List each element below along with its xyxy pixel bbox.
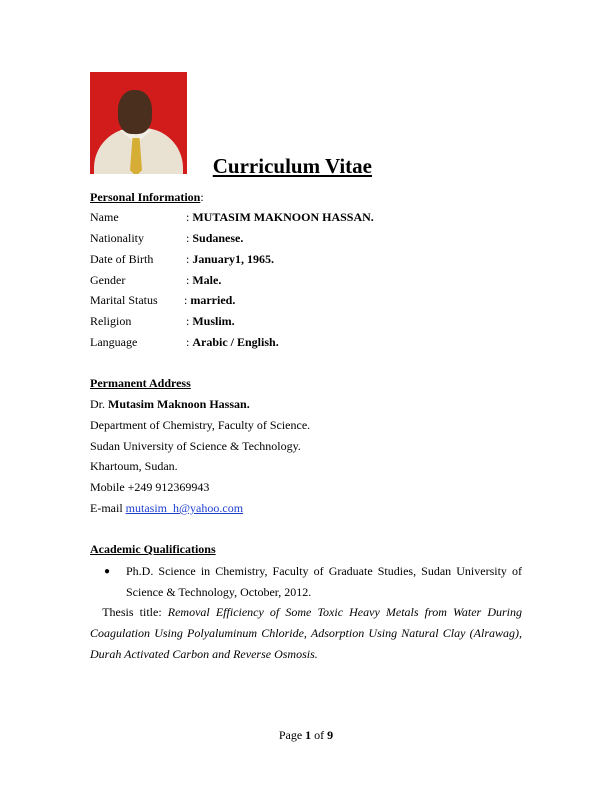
personal-value-wrap: : married. <box>184 293 236 307</box>
personal-label: Nationality <box>90 231 144 245</box>
thesis-block <box>90 602 522 665</box>
personal-value-wrap: : Male. <box>186 273 222 287</box>
footer-current-page: 1 <box>305 728 312 742</box>
personal-value-wrap: : Arabic / English. <box>186 335 279 349</box>
personal-value: Male. <box>192 273 222 287</box>
address-name-line <box>90 397 250 412</box>
email-line <box>90 501 243 516</box>
personal-value-wrap: : MUTASIM MAKNOON HASSAN. <box>186 210 374 224</box>
personal-label: Marital Status <box>90 293 158 307</box>
address-name: Mutasim Maknoon Hassan. <box>108 397 250 411</box>
personal-value-wrap: : January1, 1965. <box>186 252 275 266</box>
personal-value: Muslim. <box>192 314 235 328</box>
personal-value: Sudanese. <box>192 231 244 245</box>
footer-total-pages: 9 <box>327 728 334 742</box>
personal-label: Date of Birth <box>90 252 154 266</box>
thesis-title: Removal Efficiency of Some Toxic Heavy Metals from Water During Coagulation Using Polyaluminum Chloride, Adsorption Using Natural Clay (Alrawag), Durah Activated Carbon and Reverse Osmosis. <box>90 605 523 661</box>
page-footer <box>0 728 612 743</box>
address-name-prefix: Dr. <box>90 397 105 411</box>
email-link[interactable]: mutasim_h@yahoo.com <box>125 501 244 515</box>
personal-label: Name <box>90 210 119 224</box>
personal-label: Language <box>90 335 138 349</box>
address-line: Sudan University of Science & Technology. <box>90 439 301 453</box>
academic-heading: Academic Qualifications <box>90 542 216 556</box>
document-title: Curriculum Vitae <box>212 154 372 178</box>
personal-label: Gender <box>90 273 126 287</box>
personal-value: January1, 1965. <box>192 252 275 266</box>
personal-heading-colon: : <box>200 190 204 204</box>
academic-item: Ph.D. Science in Chemistry, Faculty of Graduate Studies, Sudan University of Science & Technology, October, 2012. <box>126 564 522 599</box>
bullet-icon: ● <box>104 566 111 577</box>
address-line: Khartoum, Sudan. <box>90 459 178 473</box>
footer-of-word: of <box>314 728 325 742</box>
address-line: Mobile +249 912369943 <box>90 480 210 494</box>
personal-label: Religion <box>90 314 132 328</box>
personal-value: MUTASIM MAKNOON HASSAN. <box>192 210 374 224</box>
photo-face <box>118 90 152 134</box>
personal-heading: Personal Information <box>90 190 201 204</box>
address-line: Department of Chemistry, Faculty of Science. <box>90 418 311 432</box>
email-label: E-mail <box>90 501 123 515</box>
personal-heading-line <box>90 190 204 205</box>
personal-value: married. <box>190 293 236 307</box>
personal-value-wrap: : Muslim. <box>186 314 235 328</box>
personal-value-wrap: : Sudanese. <box>186 231 244 245</box>
footer-page-word: Page <box>278 728 303 742</box>
personal-value: Arabic / English. <box>192 335 279 349</box>
address-heading: Permanent Address <box>90 376 191 390</box>
thesis-label: Thesis title: <box>102 605 162 619</box>
